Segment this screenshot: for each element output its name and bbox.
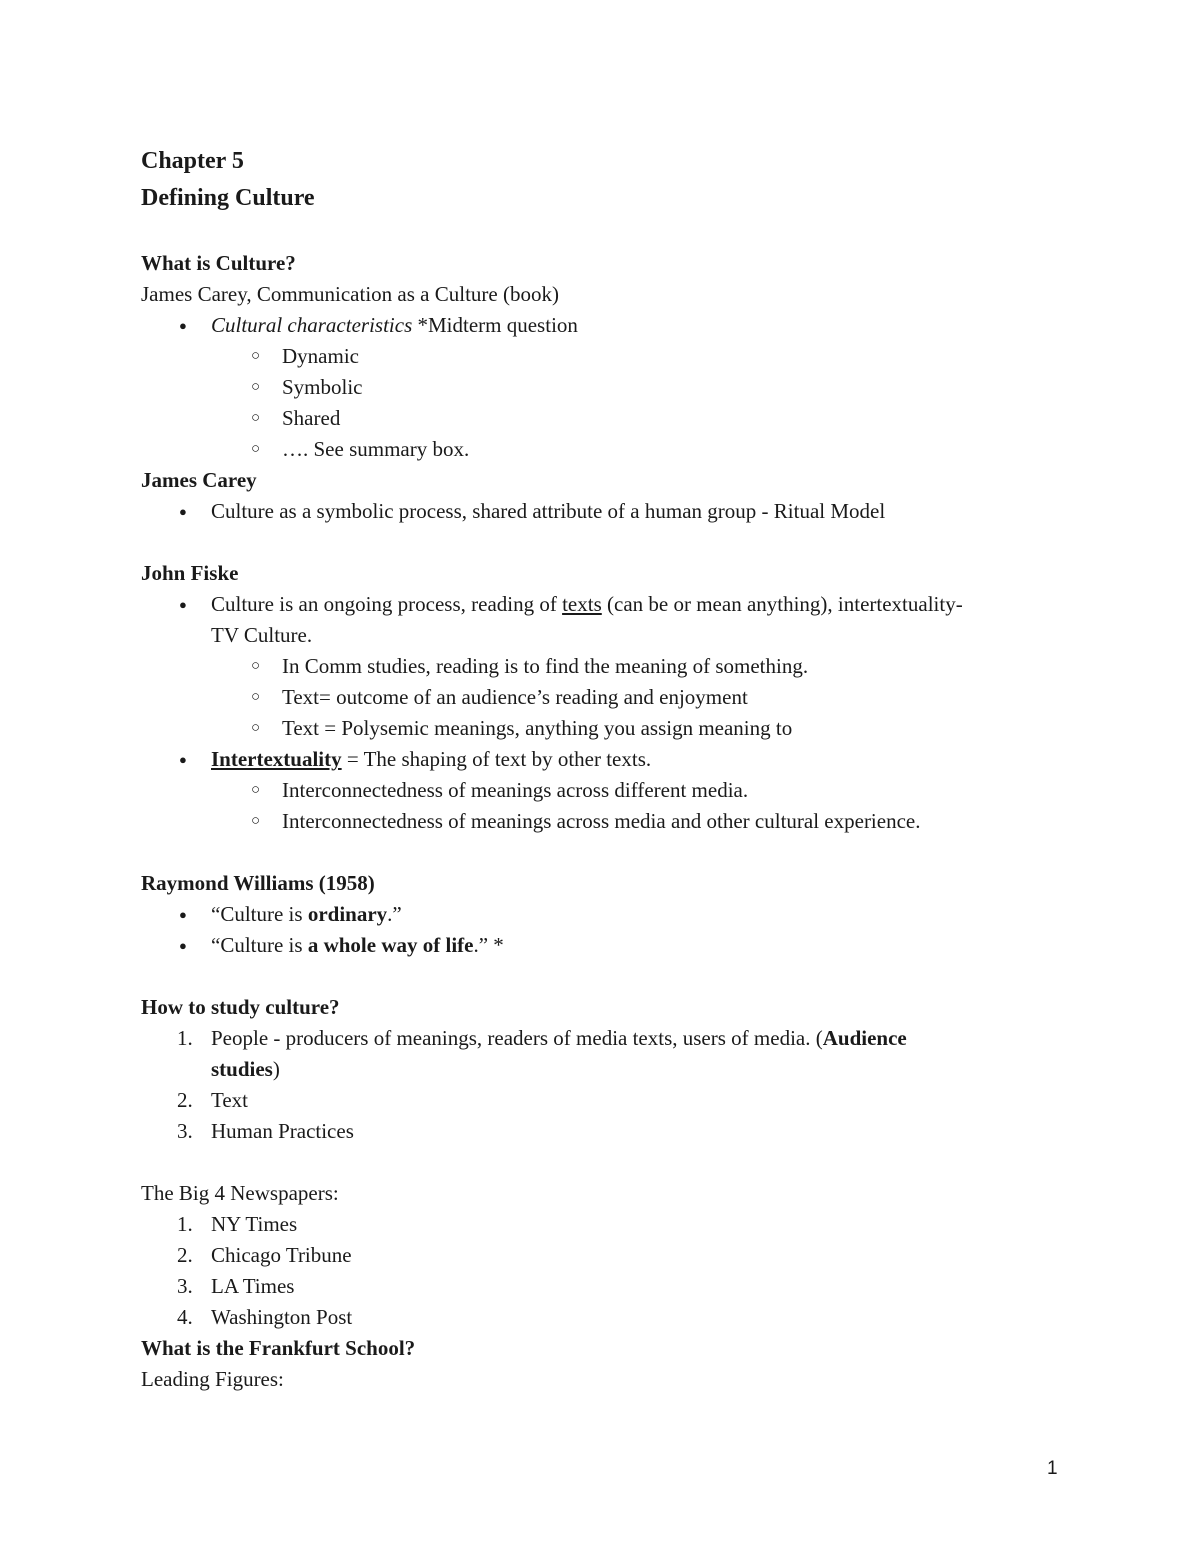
section-heading-raymond-williams: Raymond Williams (1958) [141, 871, 375, 895]
bullet-marker: ● [179, 318, 187, 333]
document-title: Defining Culture [141, 185, 315, 211]
list-item: ● Culture as a symbolic process, shared attribute of a human group - Ritual Model [179, 499, 886, 523]
texts-underlined: texts [562, 592, 602, 616]
sub-list-item: ○ Interconnectedness of meanings across media and other cultural experience. [251, 809, 921, 833]
numbered-item: 2. Text [177, 1088, 249, 1112]
numbered-item: 4. Washington Post [177, 1305, 353, 1329]
section-heading-james-carey: James Carey [141, 468, 257, 492]
document-page [141, 143, 1061, 1395]
section-heading-john-fiske: John Fiske [141, 561, 239, 585]
sub-list-item: ○ Interconnectedness of meanings across different media. [251, 778, 749, 802]
numbered-item: 2. Chicago Tribune [177, 1243, 352, 1267]
list-item-continuation: TV Culture. [211, 623, 313, 647]
numbered-item: 3. Human Practices [177, 1119, 354, 1143]
section-heading-what-is-culture: What is Culture? [141, 251, 296, 275]
page-number: 1 [1047, 1458, 1058, 1479]
intertextuality-term: Intertextuality [211, 747, 342, 771]
list-item: ● Cultural characteristics *Midterm question [141, 310, 1061, 341]
list-item: ● “Culture is a whole way of life.” * [179, 933, 504, 957]
section-heading-how-to-study: How to study culture? [141, 995, 340, 1019]
numbered-item: 3. LA Times [177, 1274, 295, 1298]
numbered-item-continuation: studies) [211, 1057, 280, 1081]
chapter-label: Chapter 5 [141, 148, 244, 174]
intro-line: James Carey, Communication as a Culture (book) [141, 282, 559, 306]
sub-list-item: ○ Text= outcome of an audience’s reading and enjoyment [251, 685, 748, 709]
sub-list-item: ○ Dynamic [251, 344, 359, 368]
leading-figures-label: Leading Figures: [141, 1367, 284, 1391]
list-item: ● “Culture is ordinary.” [179, 902, 402, 926]
newspapers-heading: The Big 4 Newspapers: [141, 1181, 339, 1205]
sub-list-item: ○ Text = Polysemic meanings, anything you assign meaning to [251, 716, 793, 740]
sub-list-item: ○ In Comm studies, reading is to find the meaning of something. [251, 654, 809, 678]
numbered-item: 1. People - producers of meanings, readers of media texts, users of media. (Audience [177, 1026, 907, 1050]
list-item: ● Intertextuality = The shaping of text by other texts. [179, 747, 652, 771]
sub-list-item: ○ Symbolic [251, 375, 363, 399]
sub-list-item: ○ Shared [251, 406, 341, 430]
sub-list-item: ○ …. See summary box. [251, 437, 470, 461]
section-heading-frankfurt: What is the Frankfurt School? [141, 1336, 416, 1360]
list-item: ● Culture is an ongoing process, reading of texts (can be or mean anything), intertextuality- [179, 592, 963, 616]
numbered-item: 1. NY Times [177, 1212, 298, 1236]
